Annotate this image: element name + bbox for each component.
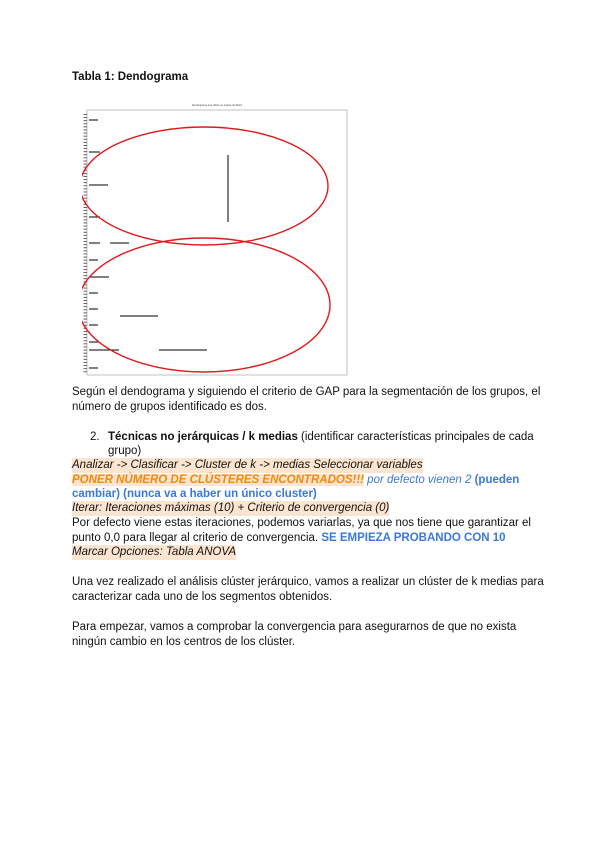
leaf-label-tick [84, 213, 88, 214]
section-title: Técnicas no jerárquicas / k medias [108, 431, 298, 443]
pueden-label: (pueden [471, 474, 520, 486]
leaf-label-tick [84, 316, 88, 317]
empieza-label: SE EMPIEZA PROBANDO CON 10 [321, 532, 506, 544]
step-marcar: Marcar Opciones: Tabla ANOVA [72, 546, 237, 558]
leaf-label-tick [84, 133, 88, 134]
leaf-label-tick [84, 269, 88, 270]
section-description: (identificar características principales de cada [297, 431, 534, 443]
leaf-label-tick [84, 235, 88, 236]
cambiar-line: cambiar) (nunca va a haber un único cluster) [72, 488, 317, 500]
leaf-label-tick [84, 306, 88, 307]
leaf-label-tick [84, 288, 88, 289]
paragraph-line: caracterizar cada uno de los segmentos obtenidos. [72, 591, 333, 603]
leaf-label-tick [84, 238, 88, 239]
paragraph-line: Según el dendograma y siguiendo el criterio de GAP para la segmentación de los grupos, el [72, 386, 541, 398]
dendrogram-branches [89, 120, 228, 368]
dendrogram-figure [82, 100, 350, 380]
leaf-label-tick [84, 250, 88, 251]
leaf-label-tick [84, 192, 88, 193]
list-number: 2. [90, 431, 100, 443]
leaf-label-tick [84, 353, 88, 354]
section-heading [108, 430, 534, 445]
defecto-text: punto 0,0 para llegar al criterio de convergencia. [72, 532, 322, 544]
leaf-label-tick [84, 347, 88, 348]
leaf-label-tick [84, 340, 88, 341]
leaf-label-tick [84, 356, 88, 357]
leaf-label-tick [84, 260, 88, 261]
leaf-label-tick [84, 291, 88, 292]
leaf-label-tick [84, 219, 88, 220]
annotation-ellipse [82, 127, 328, 245]
leaf-label-tick [84, 368, 88, 369]
step-analizar: Analizar -> Clasificar -> Cluster de k -> medias Seleccionar variables [72, 459, 423, 471]
leaf-label-tick [84, 173, 88, 174]
leaf-label-tick [84, 275, 88, 276]
leaf-label-tick [84, 322, 88, 323]
leaf-label-tick [84, 198, 88, 199]
annotation-ellipse [82, 238, 330, 372]
leaf-label-tick [84, 247, 88, 248]
leaf-label-tick [84, 154, 88, 155]
leaf-label-tick [84, 179, 88, 180]
paragraph-line: Para empezar, vamos a comprobar la convergencia para asegurarnos de que no exista [72, 621, 517, 633]
leaf-label-tick [84, 223, 88, 224]
leaf-label-tick [84, 331, 88, 332]
leaf-label-tick [84, 278, 88, 279]
leaf-label-tick [84, 229, 88, 230]
leaf-label-tick [84, 272, 88, 273]
paragraph-line: Una vez realizado el análisis clúster jerárquico, vamos a realizar un clúster de k medias para [72, 576, 544, 588]
leaf-label-tick [84, 157, 88, 158]
leaf-label-tick [84, 216, 88, 217]
leaf-label-tick [84, 263, 88, 264]
leaf-label-tick [84, 126, 88, 127]
leaf-label-tick [84, 164, 88, 165]
leaf-label-tick [84, 334, 88, 335]
step-poner [72, 473, 519, 488]
leaf-label-tick [84, 362, 88, 363]
leaf-labels [84, 114, 88, 372]
leaf-label-tick [84, 123, 88, 124]
dendrogram-svg [82, 100, 350, 380]
leaf-label-tick [84, 312, 88, 313]
leaf-label-tick [84, 185, 88, 186]
leaf-label-tick [84, 309, 88, 310]
paragraph-line: ningún cambio en los centros de los clúster. [72, 636, 296, 648]
step-iterar: Iterar: Iteraciones máximas (10) + Criterio de convergencia (0) [72, 502, 390, 514]
paragraph-line: número de grupos identificado es dos. [72, 401, 267, 413]
leaf-label-tick [84, 117, 88, 118]
leaf-label-tick [84, 359, 88, 360]
por-defecto-label: por defecto vienen 2 [363, 474, 472, 486]
leaf-label-tick [84, 145, 88, 146]
leaf-label-tick [84, 176, 88, 177]
table-heading: Tabla 1: Dendograma [72, 71, 189, 83]
leaf-label-tick [84, 114, 88, 115]
leaf-label-tick [84, 337, 88, 338]
leaf-label-tick [84, 244, 88, 245]
leaf-label-tick [84, 371, 88, 372]
leaf-label-tick [84, 151, 88, 152]
leaf-label-tick [84, 188, 88, 189]
leaf-label-tick [84, 241, 88, 242]
leaf-label-tick [84, 139, 88, 140]
paragraph-line: Por defecto viene estas iteraciones, podemos variarlas, ya que nos tiene que garantizar el [72, 517, 531, 529]
dendrogram-title: Dendograma que utiliza un enlace de Ward [192, 104, 242, 107]
leaf-label-tick [84, 303, 88, 304]
leaf-label-tick [84, 300, 88, 301]
leaf-label-tick [84, 120, 88, 121]
leaf-label-tick [84, 130, 88, 131]
paragraph-line [72, 531, 506, 546]
leaf-label-tick [84, 350, 88, 351]
leaf-label-tick [84, 319, 88, 320]
leaf-label-tick [84, 294, 88, 295]
leaf-label-tick [84, 136, 88, 137]
leaf-label-tick [84, 365, 88, 366]
leaf-label-tick [84, 142, 88, 143]
leaf-label-tick [84, 254, 88, 255]
leaf-label-tick [84, 195, 88, 196]
leaf-label-tick [84, 148, 88, 149]
leaf-label-tick [84, 232, 88, 233]
leaf-label-tick [84, 161, 88, 162]
leaf-label-tick [84, 266, 88, 267]
leaf-label-tick [84, 257, 88, 258]
leaf-label-tick [84, 207, 88, 208]
poner-label: PONER NÚMERO DE CLÚSTERES ENCONTRADOS!!! [72, 474, 364, 486]
leaf-label-tick [84, 210, 88, 211]
leaf-label-tick [84, 182, 88, 183]
section-description-cont: grupo) [108, 445, 142, 457]
leaf-label-tick [84, 226, 88, 227]
leaf-label-tick [84, 343, 88, 344]
leaf-label-tick [84, 297, 88, 298]
